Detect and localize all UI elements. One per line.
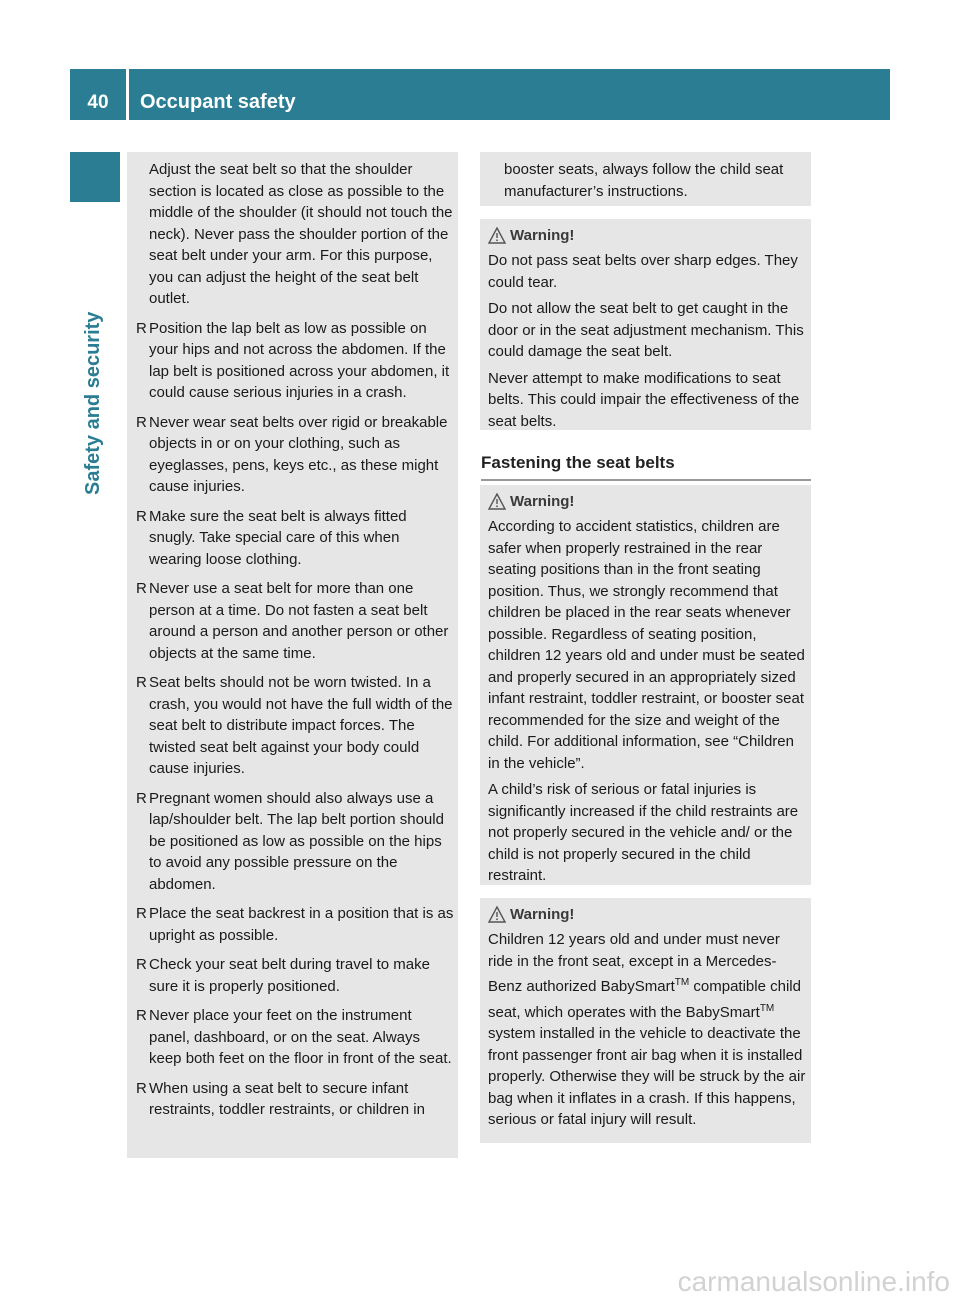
list-item	[127, 1078, 455, 1121]
page-number: 40	[87, 92, 109, 113]
bullet-marker: R	[136, 674, 147, 691]
warning-box-3	[480, 898, 811, 1143]
warning-title	[488, 225, 806, 246]
warning-title	[488, 904, 806, 925]
intro-paragraph: Adjust the seat belt so that the shoulder section is located as close as possible to the middle of the shoulder (it should not touch the neck). Never pass the shoulder portion of the seat belt under your arm. For this purpose, you can adjust the height of the seat belt outlet.	[149, 161, 453, 307]
warning-paragraph: A child’s risk of serious or fatal injuries is significantly increased if the child restraints are not properly secured in the vehicle and/ or the child is not properly secured in the child restraint.	[488, 781, 799, 884]
list-item-text: When using a seat belt to secure infant restraints, toddler restraints, or children in	[149, 1079, 425, 1118]
side-tab-label: Safety and security	[82, 311, 104, 495]
bullet-marker: R	[136, 956, 147, 973]
list-item	[127, 578, 455, 664]
list-item	[127, 788, 455, 896]
bullet-marker: R	[136, 319, 147, 337]
warning-paragraph: Do not pass seat belts over sharp edges. They could tear.	[488, 252, 798, 291]
list-item-text: Check your seat belt during travel to make sure it is properly positioned.	[149, 956, 430, 995]
section-heading: Fastening the seat belts	[481, 453, 675, 472]
warning-triangle-icon	[488, 227, 506, 244]
warning-paragraph: According to accident statistics, children are safer when properly restrained in the rear seating positions than in the front seating position. Thus, we strongly recommend that children be placed in the rear seats whenever possible. Regardless of seating position, children 12 years old and under must be seated and properly secured in an appropriately sized infant restraint, toddler restraint, or booster seat recommended for the size and weight of the child. For additional information, see “Children in the vehicle”.	[488, 518, 805, 772]
continuation-text: booster seats, always follow the child seat manufacturer’s instructions.	[504, 161, 784, 200]
watermark: carmanualsonline.info	[677, 1266, 950, 1297]
list-item-text: Position the lap belt as low as possible on your hips and not across the abdomen. If the lap belt is positioned across your abdomen, it could cause serious injuries in a crash.	[149, 319, 450, 401]
bullet-list	[127, 318, 455, 1121]
warning-text: Children 12 years old and under must never ride in the front seat, except in a Mercedes-Benz authorized BabySmart	[488, 931, 780, 995]
bullet-marker: R	[136, 1007, 147, 1024]
section-divider	[481, 479, 811, 481]
trademark-mark: TM	[674, 977, 690, 988]
left-content-box	[127, 152, 458, 1158]
warning-title	[488, 491, 806, 512]
bullet-marker: R	[136, 507, 147, 525]
warning-title-text: Warning!	[510, 906, 575, 923]
list-item-text: Never place your feet on the instrument panel, dashboard, or on the seat. Always keep both feet on the floor in front of the seat.	[149, 1007, 452, 1067]
warning-title-text: Warning!	[510, 227, 575, 244]
list-item	[127, 506, 455, 571]
warning-title-text: Warning!	[510, 493, 575, 510]
bullet-marker: R	[136, 580, 147, 597]
warning-box-1	[480, 219, 811, 430]
list-item-text: Make sure the seat belt is always fitted snugly. Take special care of this when wearing loose clothing.	[149, 507, 407, 568]
trademark-mark: TM	[759, 1002, 775, 1014]
page-title: Occupant safety	[140, 91, 296, 113]
list-item	[127, 672, 455, 780]
warning-text: compatible child seat, which operates with the BabySmart	[488, 978, 801, 1021]
list-item-text: Seat belts should not be worn twisted. In a crash, you would not have the full width of the seat belt to distribute impact forces. The twisted seat belt against your body could cause injuries.	[149, 674, 453, 777]
bullet-marker: R	[136, 1079, 147, 1097]
warning-box-2	[480, 485, 811, 885]
list-item	[127, 1005, 455, 1070]
page-header	[70, 69, 890, 120]
warning-paragraph: Do not allow the seat belt to get caught in the door or in the seat adjustment mechanism. This could damage the seat belt.	[488, 300, 804, 360]
side-tab-marker	[70, 152, 120, 202]
bullet-marker: R	[136, 905, 147, 922]
list-item	[127, 903, 455, 946]
warning-paragraph: Never attempt to make modifications to seat belts. This could impair the effectiveness of the seat belts.	[488, 369, 800, 430]
list-item-text: Pregnant women should also always use a lap/shoulder belt. The lap belt portion should be positioned as low as possible on the hips to avoid any possible pressure on the abdomen.	[149, 789, 444, 893]
left-text-container	[127, 159, 455, 1129]
continuation-box	[480, 152, 811, 206]
warning-paragraph	[488, 929, 806, 1131]
list-item-text: Place the seat backrest in a position that is as upright as possible.	[149, 905, 454, 944]
list-item	[127, 318, 455, 404]
header-divider	[126, 69, 129, 120]
list-item-text: Never use a seat belt for more than one person at a time. Do not fasten a seat belt around a person and another person or other objects at the same time.	[149, 580, 449, 662]
bullet-marker: R	[136, 789, 147, 807]
list-item	[127, 412, 455, 498]
list-item-text: Never wear seat belts over rigid or breakable objects in or on your clothing, such as eyeglasses, pens, keys etc., as these might cause injuries.	[149, 413, 448, 495]
bullet-marker: R	[136, 413, 147, 431]
warning-triangle-icon	[488, 906, 506, 923]
warning-triangle-icon	[488, 493, 506, 510]
list-item	[127, 954, 455, 997]
warning-text: system installed in the vehicle to deactivate the front passenger front air bag when it is installed properly. Otherwise they will be struck by the air bag when it inflates in a crash. If this happens, serious or fatal injury will result.	[488, 1025, 806, 1128]
